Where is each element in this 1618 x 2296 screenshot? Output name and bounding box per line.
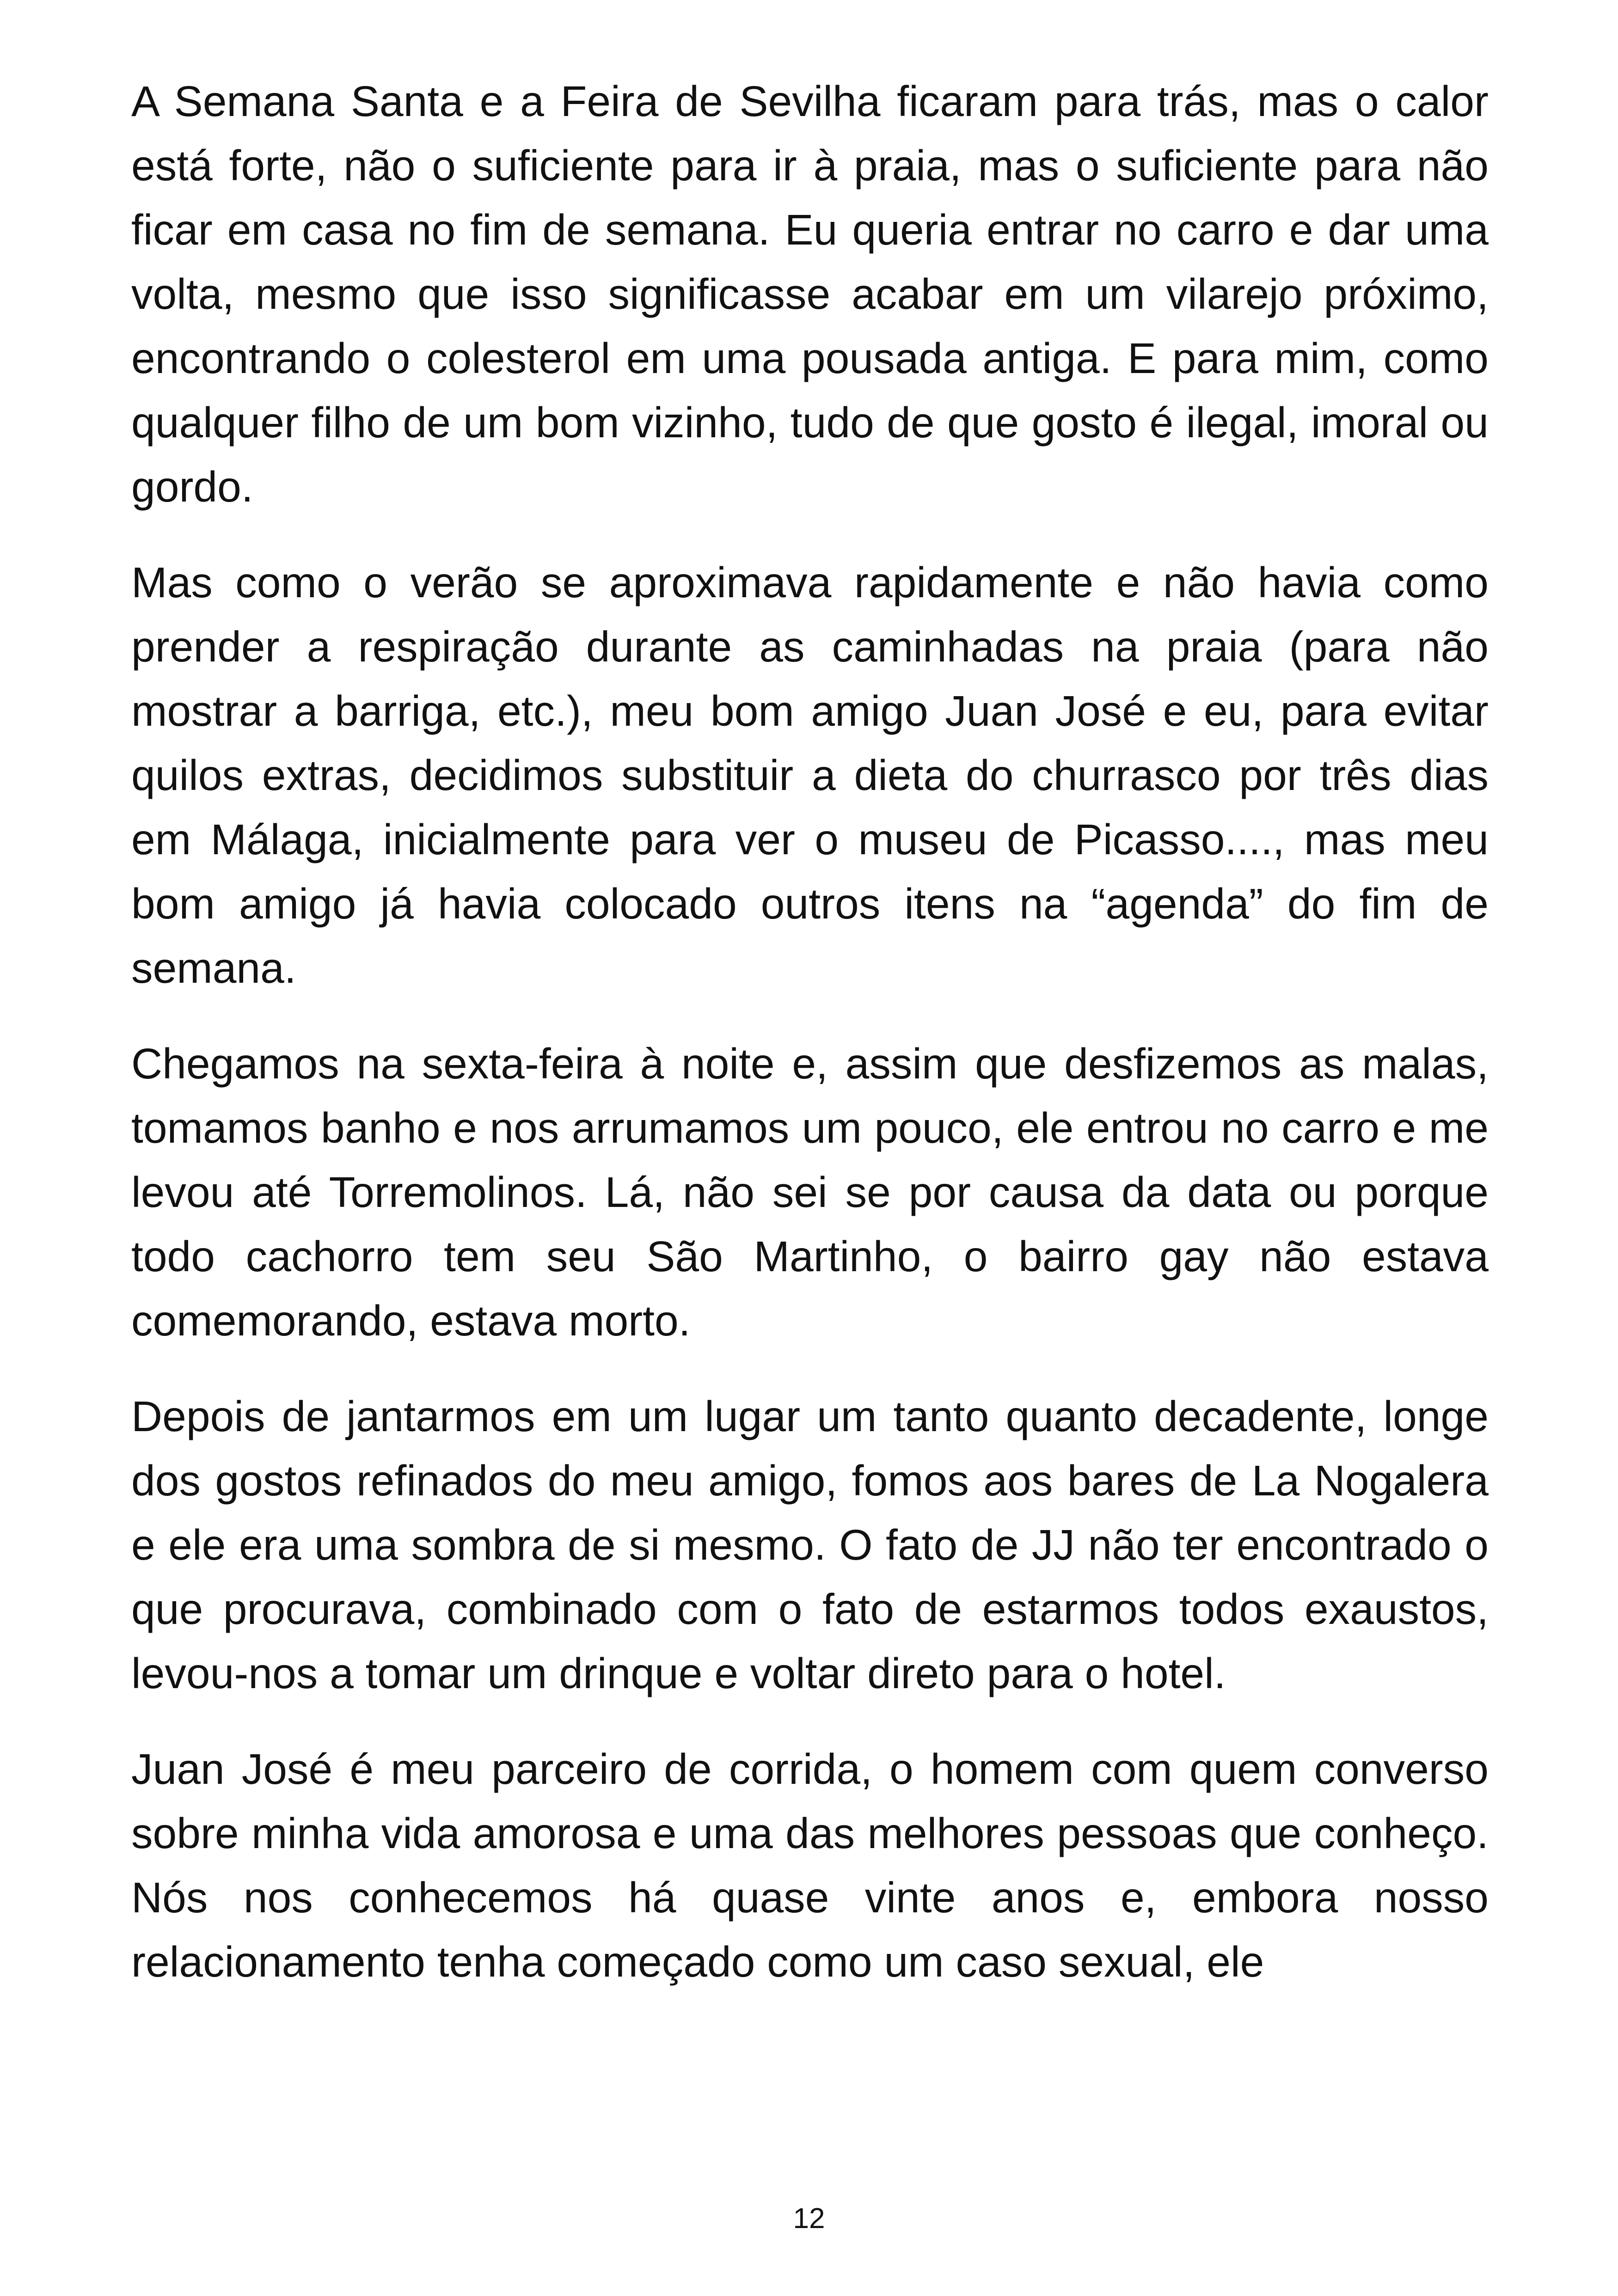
- paragraph-4: Depois de jantarmos em um lugar um tanto quanto decadente, longe dos gostos refinados do meu amigo, fomos aos bares de La Nogalera e ele era uma sombra de si mesmo. O fato de JJ não ter encontrado o que procurava, combinado com o fato de estarmos todos exaustos, levou-nos a tomar um drinque e voltar direto para o hotel.: [131, 1392, 1489, 1697]
- paragraph-5: Juan José é meu parceiro de corrida, o homem com quem converso sobre minha vida amorosa e uma das melhores pessoas que conheço. Nós nos conhecemos há quase vinte anos e, embora nosso relacionamento tenha começado como um caso sexual, ele: [131, 1745, 1489, 1986]
- paragraph-2: Mas como o verão se aproximava rapidamente e não havia como prender a respiração durante as caminhadas na praia (para não mostrar a barriga, etc.), meu bom amigo Juan José e eu, para evitar quilos extras, decidimos substituir a dieta do churrasco por três dias em Málaga, inicialmente para ver o museu de Picasso...., mas meu bom amigo já havia colocado outros itens na “agenda” do fim de semana.: [131, 558, 1489, 992]
- paragraph-3: Chegamos na sexta-feira à noite e, assim que desfizemos as malas, tomamos banho e nos arrumamos um pouco, ele entrou no carro e me levou até Torremolinos. Lá, não sei se por causa da data ou porque todo cachorro tem seu São Martinho, o bairro gay não estava comemorando, estava morto.: [131, 1040, 1489, 1345]
- page-number: 12: [793, 2203, 825, 2235]
- body-text: [131, 69, 1489, 2026]
- paragraph-1: A Semana Santa e a Feira de Sevilha ficaram para trás, mas o calor está forte, não o suficiente para ir à praia, mas o suficiente para não ficar em casa no fim de semana. Eu queria entrar no carro e dar uma volta, mesmo que isso significasse acabar em um vilarejo próximo, encontrando o colesterol em uma pousada antiga. E para mim, como qualquer filho de um bom vizinho, tudo de que gosto é ilegal, imoral ou gordo.: [131, 77, 1489, 511]
